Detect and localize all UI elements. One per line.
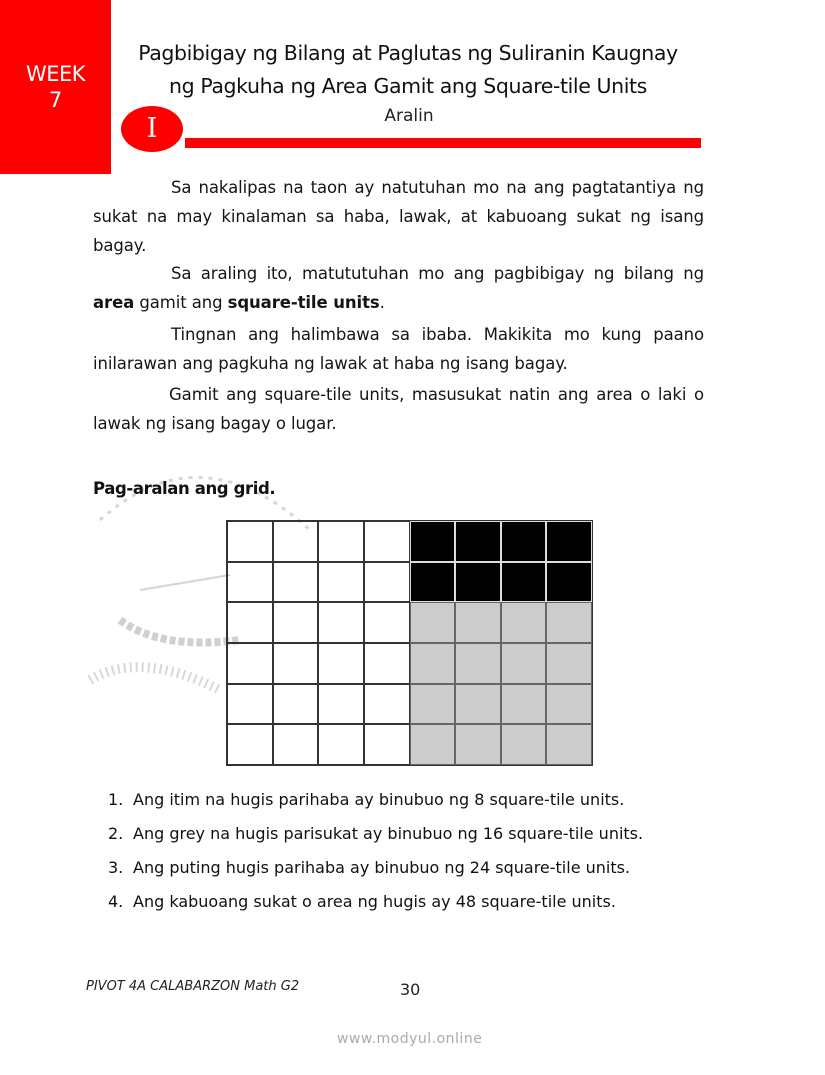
week-box [0, 0, 111, 174]
paragraph-2-text: Sa araling ito, matututuhan mo ang pagbibigay ng bilang ng [171, 264, 704, 283]
tile-white [227, 562, 273, 603]
tile-black [546, 521, 592, 562]
site-watermark: www.modyul.online [337, 1031, 483, 1047]
list-item [108, 854, 643, 888]
paragraph-3 [93, 320, 704, 378]
list-number: 1. [108, 790, 124, 809]
tile-grey [455, 684, 501, 725]
title-line-2: ng Pagkuha ng Area Gamit ang Square-tile Units [169, 74, 647, 98]
page-title [112, 37, 704, 103]
tile-grey [546, 684, 592, 725]
paragraph-1-text: Sa nakalipas na taon ay natutuhan mo na ang pagtatantiya ng sukat na may kinalaman sa haba, lawak, at kabuoang sukat ng isang bagay. [93, 178, 704, 255]
list-text: Ang grey na hugis parisukat ay binubuo ng 16 square-tile units. [133, 824, 644, 843]
paragraph-4 [93, 380, 704, 438]
list-text: Ang puting hugis parihaba ay binubuo ng 24 square-tile units. [133, 858, 631, 877]
tile-white [318, 562, 364, 603]
paragraph-2-period: . [379, 293, 385, 312]
page-number: 30 [400, 980, 421, 999]
tile-black [455, 521, 501, 562]
tile-grey [546, 643, 592, 684]
tile-white [273, 724, 319, 765]
tile-white [318, 684, 364, 725]
tile-black [410, 521, 456, 562]
facts-list [108, 786, 643, 922]
tile-white [227, 724, 273, 765]
tile-white [364, 643, 410, 684]
tile-white [364, 724, 410, 765]
tile-grey [410, 602, 456, 643]
title-line-1: Pagbibigay ng Bilang at Paglutas ng Suliranin Kaugnay [138, 41, 678, 65]
tile-grey [501, 602, 547, 643]
tile-white [318, 643, 364, 684]
tile-grey [501, 684, 547, 725]
footer-module-label: PIVOT 4A CALABARZON Math G2 [86, 979, 300, 994]
list-number: 2. [108, 824, 124, 843]
tile-white [364, 684, 410, 725]
tile-grey [455, 724, 501, 765]
tile-white [227, 643, 273, 684]
tile-white [273, 562, 319, 603]
tile-black [546, 562, 592, 603]
paragraph-4-text: Gamit ang square-tile units, masusukat natin ang area o laki o lawak ng isang bagay o lugar. [93, 385, 704, 433]
list-item [108, 888, 643, 922]
tile-grey [546, 602, 592, 643]
tile-grey [410, 724, 456, 765]
tile-white [227, 521, 273, 562]
tile-white [273, 521, 319, 562]
section-divider [185, 138, 701, 148]
tile-white [227, 602, 273, 643]
tile-black [501, 562, 547, 603]
tile-white [318, 602, 364, 643]
list-number: 4. [108, 892, 124, 911]
list-item [108, 820, 643, 854]
section-label: Aralin [384, 106, 434, 126]
tile-grey [501, 643, 547, 684]
grid-heading: Pag-aralan ang grid. [93, 479, 276, 498]
tile-grey [410, 643, 456, 684]
square-tile-grid [226, 520, 593, 766]
paragraph-3-text: Tingnan ang halimbawa sa ibaba. Makikita mo kung paano inilarawan ang pagkuha ng lawak at haba ng isang bagay. [93, 325, 704, 373]
tile-white [364, 602, 410, 643]
week-number: 7 [48, 88, 63, 112]
tile-white [364, 521, 410, 562]
tile-white [318, 724, 364, 765]
list-text: Ang kabuoang sukat o area ng hugis ay 48 square-tile units. [133, 892, 616, 911]
paragraph-1 [93, 173, 704, 260]
tile-white [273, 684, 319, 725]
tile-black [501, 521, 547, 562]
bold-term-area: area [93, 293, 135, 312]
bold-term-square-tile: square-tile units [227, 293, 380, 312]
list-item [108, 786, 643, 820]
tile-white [273, 602, 319, 643]
tile-white [227, 684, 273, 725]
tile-white [364, 562, 410, 603]
paragraph-2-text-mid: gamit ang [134, 293, 228, 312]
tile-black [410, 562, 456, 603]
tile-white [318, 521, 364, 562]
tile-grey [455, 643, 501, 684]
section-badge: I [121, 106, 183, 152]
tile-white [273, 643, 319, 684]
paragraph-2 [93, 259, 704, 317]
list-number: 3. [108, 858, 124, 877]
week-label: WEEK [25, 62, 86, 86]
tile-black [455, 562, 501, 603]
tile-grey [455, 602, 501, 643]
tile-grey [501, 724, 547, 765]
tile-grey [546, 724, 592, 765]
tile-grey [410, 684, 456, 725]
list-text: Ang itim na hugis parihaba ay binubuo ng 8 square-tile units. [133, 790, 625, 809]
